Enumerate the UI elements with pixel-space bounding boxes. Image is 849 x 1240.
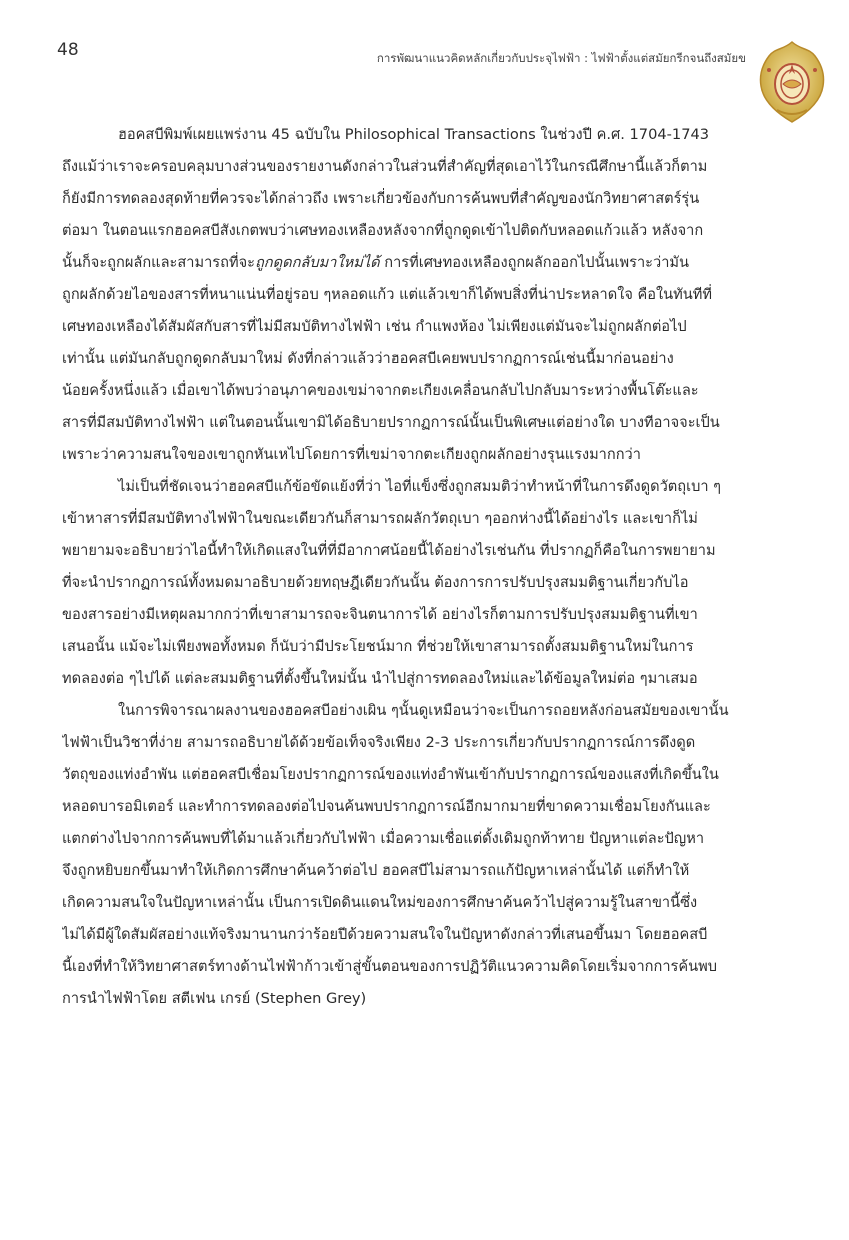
text-line: เข้าหาสารที่มีสมบัติทางไฟฟ้าในขณะเดียวกันก็สามารถผลักวัตถุเบา ๆออกห่างนี้ได้อย่างไร และเขาก็ไม่ <box>62 510 698 527</box>
text-line: ของสารอย่างมีเหตุผลมากกว่าที่เขาสามารถจะจินตนาการได้ อย่างไรก็ตามการปรับปรุงสมมติฐานที่เขา <box>62 606 698 623</box>
text-line: น้อยครั้งหนึ่งแล้ว เมื่อเขาได้พบว่าอนุภาคของเขม่าจากตะเกียงเคลื่อนกลับไปกลับมาระหว่างพื้นโต๊ะและ <box>62 382 699 399</box>
paragraph <box>62 119 807 471</box>
text-line: ไม่ได้มีผู้ใดสัมผัสอย่างแท้จริงมานานกว่าร้อยปีด้วยความสนใจในปัญหาดังกล่าวที่เสนอขึ้นมา โดยฮอคสบี <box>62 926 708 943</box>
text-line: ที่จะนำปรากฏการณ์ทั้งหมดมาอธิบายด้วยทฤษฎีเดียวกันนั้น ต้องการการปรับปรุงสมมติฐานเกี่ยวกับไอ <box>62 574 689 591</box>
text-line: ทดลองต่อ ๆไปได้ แต่ละสมมติฐานที่ตั้งขึ้นใหม่นั้น นำไปสู่การทดลองใหม่และได้ข้อมูลใหม่ต่อ ๆมาเสมอ <box>62 670 698 687</box>
body-text <box>62 119 807 1015</box>
text-line: ฮอคสบีพิมพ์เผยแพร่งาน 45 ฉบับใน Philosophical Transactions ในช่วงปี ค.ศ. 1704-1743 <box>118 126 710 143</box>
text-line: เสนอนั้น แม้จะไม่เพียงพอทั้งหมด ก็นับว่ามีประโยชน์มาก ที่ช่วยให้เขาสามารถตั้งสมมติฐานใหม่ในการ <box>62 638 694 655</box>
text-line: สารที่มีสมบัติทางไฟฟ้า แต่ในตอนนั้นเขามิได้อธิบายปรากฏการณ์นั้นเป็นพิเศษแต่อย่างใด บางทีอาจจะเป็น <box>62 414 720 431</box>
text-line: ถูกผลักด้วยไอของสารที่หนาแน่นที่อยู่รอบ ๆหลอดแก้ว แต่แล้วเขาก็ได้พบสิ่งที่น่าประหลาดใจ คือในทันทีที่ <box>62 286 712 303</box>
text-line: ถึงแม้ว่าเราจะครอบคลุมบางส่วนของรายงานดังกล่าวในส่วนที่สำคัญที่สุดเอาไว้ในกรณีศึกษานี้แล้วก็ตาม <box>62 158 708 175</box>
text-line: เพราะว่าความสนใจของเขาถูกหันเหไปโดยการที่เขม่าจากตะเกียงถูกผลักอย่างรุนแรงมากกว่า <box>62 446 641 463</box>
running-header: การพัฒนาแนวคิดหลักเกี่ยวกับประจุไฟฟ้า : ไฟฟ้าตั้งแต่สมัยกรีกจนถึงสมัยข <box>376 51 746 65</box>
institution-emblem-icon <box>755 40 829 126</box>
text-line: การนำไฟฟ้าโดย สตีเฟน เกรย์ (Stephen Grey) <box>62 990 367 1007</box>
text-line: หลอดบารอมิเตอร์ และทำการทดลองต่อไปจนค้นพบปรากฏการณ์อีกมากมายที่ขาดความเชื่อมโยงกันและ <box>62 798 711 815</box>
paragraph <box>62 695 807 1015</box>
text-line: ก็ยังมีการทดลองสุดท้ายที่ควรจะได้กล่าวถึง เพราะเกี่ยวข้องกับการค้นพบที่สำคัญของนักวิทยาศาสตร์รุ่น <box>62 190 700 207</box>
text-line: เกิดความสนใจในปัญหาเหล่านั้น เป็นการเปิดดินแดนใหม่ของการศึกษาค้นคว้าไปสู่ความรู้ในสาขานี้ซึ่ง <box>62 894 698 911</box>
page-number: 48 <box>57 40 79 60</box>
text-line: นั้นก็จะถูกผลักและสามารถที่จะถูกดูดกลับมาใหม่ได้ การที่เศษทองเหลืองถูกผลักออกไปนั้นเพราะว่ามัน <box>62 254 689 271</box>
text-line: จึงถูกหยิบยกขึ้นมาทำให้เกิดการศึกษาค้นคว้าต่อไป ฮอคสบีไม่สามารถแก้ปัญหาเหล่านั้นได้ แต่ก็ทำให้ <box>62 862 690 879</box>
paragraph <box>62 471 807 695</box>
text-line: วัตถุของแท่งอำพัน แต่ฮอคสบีเชื่อมโยงปรากฏการณ์ของแท่งอำพันเข้ากับปรากฏการณ์ของแสงที่เกิดขึ้นใน <box>62 766 719 783</box>
text-line: นี้เองที่ทำให้วิทยาศาสตร์ทางด้านไฟฟ้าก้าวเข้าสู่ขั้นตอนของการปฏิวัติแนวความคิดโดยเริ่มจากการค้นพบ <box>62 958 717 975</box>
text-line: ไม่เป็นที่ชัดเจนว่าฮอคสบีแก้ข้อขัดแย้งที่ว่า ไอที่แข็งซึ่งถูกสมมติว่าทำหน้าที่ในการดึงดูดวัตถุเบา ๆ <box>118 478 722 495</box>
text-line: ไฟฟ้าเป็นวิชาที่ง่าย สามารถอธิบายได้ด้วยข้อเท็จจริงเพียง 2-3 ประการเกี่ยวกับปรากฏการณ์การดึงดูด <box>62 734 696 751</box>
text-line: เศษทองเหลืองได้สัมผัสกับสารที่ไม่มีสมบัติทางไฟฟ้า เช่น กำแพงห้อง ไม่เพียงแต่มันจะไม่ถูกผลักต่อไป <box>62 318 687 335</box>
text-line: พยายามจะอธิบายว่าไอนี้ทำให้เกิดแสงในที่ที่มีอากาศน้อยนี้ได้อย่างไรเช่นกัน ที่ปรากฏก็คือในการพยายาม <box>62 542 716 559</box>
text-line: เท่านั้น แต่มันกลับถูกดูดกลับมาใหม่ ดังที่กล่าวแล้วว่าฮอคสบีเคยพบปรากฏการณ์เช่นนี้มาก่อนอย่าง <box>62 350 674 367</box>
text-line: ในการพิจารณาผลงานของฮอคสบีอย่างเผิน ๆนั้นดูเหมือนว่าจะเป็นการถอยหลังก่อนสมัยของเขานั้น <box>118 702 729 719</box>
text-line: ต่อมา ในตอนแรกฮอคสบีสังเกตพบว่าเศษทองเหลืองหลังจากที่ถูกดูดเข้าไปติดกับหลอดแก้วแล้ว หลังจาก <box>62 222 704 239</box>
text-line: แตกต่างไปจากการค้นพบที่ได้มาแล้วเกี่ยวกับไฟฟ้า เมื่อความเชื่อแต่ดั้งเดิมถูกท้าทาย ปัญหาแต่ละปัญหา <box>62 830 705 847</box>
